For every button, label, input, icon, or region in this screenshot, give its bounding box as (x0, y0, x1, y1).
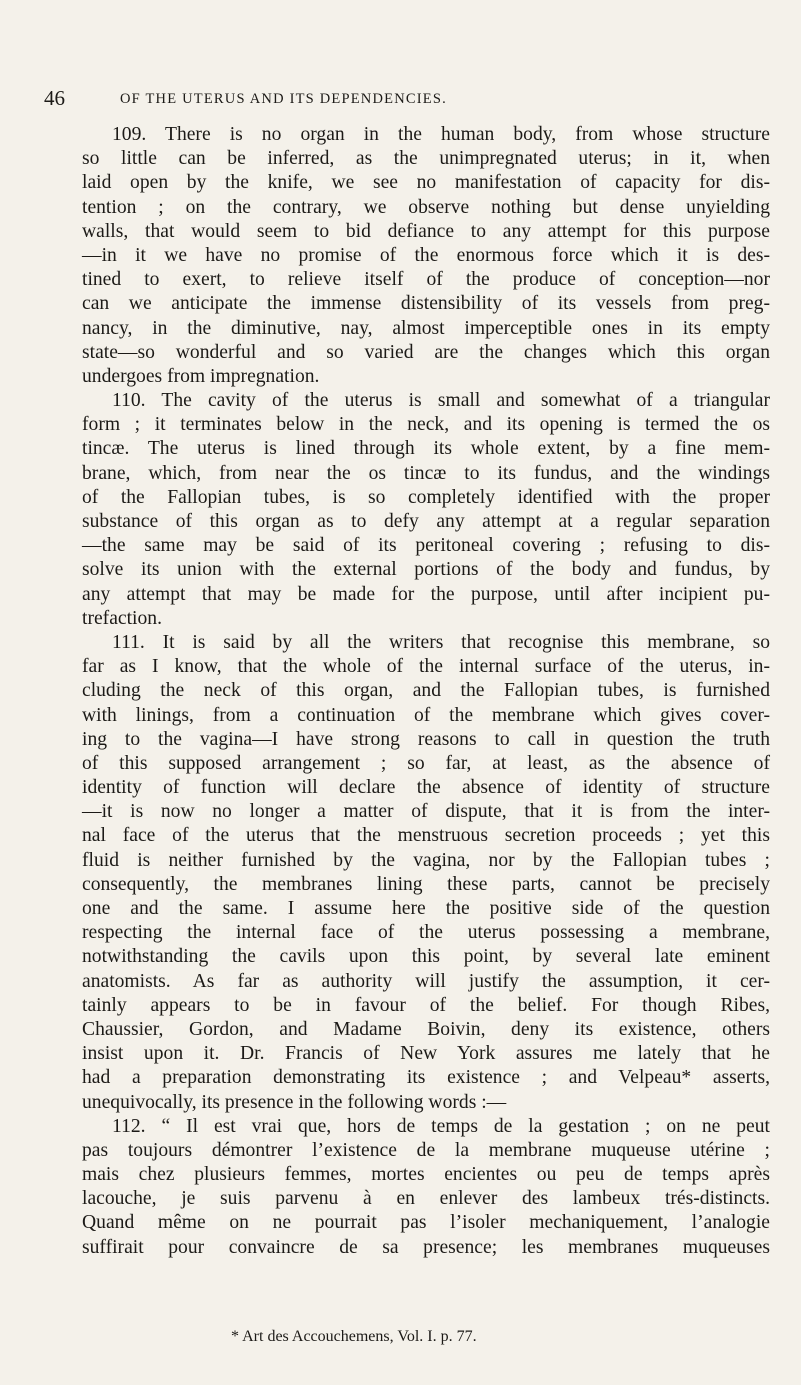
text-line: far as I know, that the whole of the internal surface of the uterus, in- (82, 656, 770, 678)
text-line: of this supposed arrangement ; so far, at least, as the absence of (82, 752, 770, 774)
text-line: notwithstanding the cavils upon this point, by several late eminent (82, 946, 770, 968)
text-line: mais chez plusieurs femmes, mortes encientes ou peu de temps après (82, 1164, 770, 1186)
text-line: walls, that would seem to bid defiance to any attempt for this purpose (82, 220, 770, 242)
text-line: identity of function will declare the absence of identity of structure (82, 777, 770, 799)
text-line: nancy, in the diminutive, nay, almost imperceptible ones in its empty (82, 317, 770, 339)
text-line: —it is now no longer a matter of dispute, that it is from the inter- (82, 801, 770, 823)
text-line: respecting the internal face of the uterus possessing a membrane, (82, 922, 770, 944)
text-line: insist upon it. Dr. Francis of New York assures me lately that he (82, 1043, 770, 1065)
text-line: suffirait pour convaincre de sa presence; les membranes muqueuses (82, 1236, 770, 1258)
text-line: 112. “ Il est vrai que, hors de temps de la gestation ; on ne peut (112, 1115, 770, 1137)
text-line: tainly appears to be in favour of the belief. For though Ribes, (82, 994, 770, 1016)
text-line: of the Fallopian tubes, is so completely identified with the proper (82, 486, 770, 508)
page-number: 46 (44, 86, 65, 110)
text-line: Quand même on ne pourrait pas l’isoler mechaniquement, l’analogie (82, 1212, 770, 1234)
text-line: pas toujours démontrer l’existence de la membrane muqueuse utérine ; (82, 1139, 770, 1161)
text-line: 110. The cavity of the uterus is small and somewhat of a triangular (112, 390, 770, 412)
text-line: —the same may be said of its peritoneal covering ; refusing to dis- (82, 535, 770, 557)
text-line: had a preparation demonstrating its existence ; and Velpeau* asserts, (82, 1067, 770, 1089)
text-line: any attempt that may be made for the purpose, until after incipient pu- (82, 583, 770, 605)
text-line: —in it we have no promise of the enormous force which it is des- (82, 244, 770, 266)
text-line: laid open by the knife, we see no manifestation of capacity for dis- (82, 172, 770, 194)
text-line: 111. It is said by all the writers that recognise this membrane, so (112, 631, 770, 653)
text-line: substance of this organ as to defy any attempt at a regular separation (82, 511, 770, 532)
text-line: one and the same. I assume here the positive side of the question (82, 898, 770, 919)
text-line: undergoes from impregnation. (82, 365, 320, 387)
text-line: lacouche, je suis parvenu à en enlever des lambeux trés-distincts. (82, 1188, 770, 1210)
text-line: fluid is neither furnished by the vagina, nor by the Fallopian tubes ; (82, 849, 770, 871)
text-line: can we anticipate the immense distensibility of its vessels from preg- (82, 293, 770, 315)
text-line: 109. There is no organ in the human body, from whose structure (112, 124, 770, 145)
text-line: Chaussier, Gordon, and Madame Boivin, deny its existence, others (82, 1018, 770, 1040)
text-line: form ; it terminates below in the neck, and its opening is termed the os (82, 414, 770, 436)
text-line: tincæ. The uterus is lined through its whole extent, by a fine mem- (82, 438, 770, 460)
running-head (44, 86, 764, 110)
text-line: with linings, from a continuation of the membrane which gives cover- (82, 704, 770, 726)
footnote: * Art des Accouchemens, Vol. I. p. 77. (231, 1328, 477, 1345)
text-line: ing to the vagina—I have strong reasons to call in question the truth (82, 728, 770, 750)
body-text (82, 123, 770, 1260)
text-line: trefaction. (82, 607, 162, 629)
text-line: so little can be inferred, as the unimpregnated uterus; in it, when (82, 148, 770, 170)
text-line: tined to exert, to relieve itself of the produce of conception—nor (82, 269, 770, 291)
text-line: tention ; on the contrary, we observe nothing but dense unyielding (82, 196, 770, 218)
text-line: nal face of the uterus that the menstruous secretion proceeds ; yet this (82, 825, 770, 847)
text-line: brane, which, from near the os tincæ to its fundus, and the windings (82, 462, 770, 484)
text-line: consequently, the membranes lining these parts, cannot be precisely (82, 873, 770, 895)
text-line: cluding the neck of this organ, and the Fallopian tubes, is furnished (82, 680, 770, 702)
text-line: solve its union with the external portions of the body and fundus, by (82, 559, 770, 581)
chapter-title: OF THE UTERUS AND ITS DEPENDENCIES. (120, 91, 447, 107)
text-line: unequivocally, its presence in the following words :— (82, 1091, 507, 1113)
text-line: anatomists. As far as authority will justify the assumption, it cer- (82, 970, 770, 992)
text-line: state—so wonderful and so varied are the changes which this organ (82, 341, 770, 363)
